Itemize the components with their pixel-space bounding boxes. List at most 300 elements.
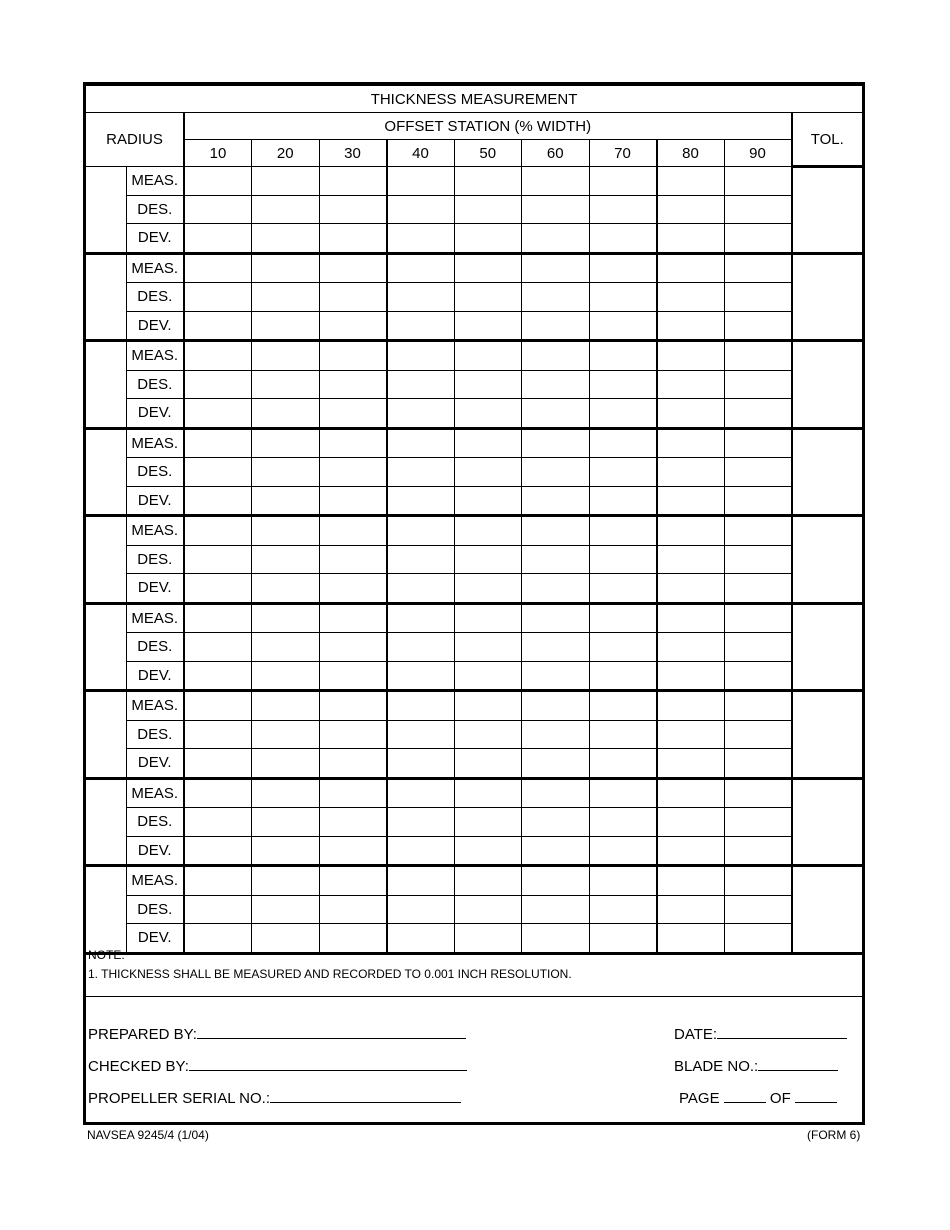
- value-cell[interactable]: [184, 253, 252, 283]
- value-cell[interactable]: [589, 224, 657, 254]
- page-number-line[interactable]: [724, 1088, 766, 1103]
- value-cell[interactable]: [319, 195, 387, 224]
- value-cell[interactable]: [522, 428, 590, 458]
- value-cell[interactable]: [252, 516, 320, 546]
- value-cell[interactable]: [454, 458, 522, 487]
- value-cell[interactable]: [387, 778, 455, 808]
- thickness-form: [83, 82, 865, 1125]
- value-cell[interactable]: [724, 458, 792, 487]
- checked-by-line[interactable]: [189, 1056, 467, 1071]
- table-row: [86, 545, 862, 574]
- value-cell[interactable]: [387, 224, 455, 254]
- value-cell[interactable]: [657, 691, 725, 721]
- value-cell[interactable]: [319, 341, 387, 371]
- radius-header: RADIUS: [86, 113, 184, 167]
- value-cell[interactable]: [454, 661, 522, 691]
- value-cell[interactable]: [589, 895, 657, 924]
- station-header-30: 30: [319, 140, 387, 167]
- value-cell[interactable]: [387, 167, 455, 196]
- value-cell[interactable]: [252, 603, 320, 633]
- value-cell[interactable]: [454, 778, 522, 808]
- value-cell[interactable]: [319, 720, 387, 749]
- value-cell[interactable]: [184, 224, 252, 254]
- value-cell[interactable]: [252, 253, 320, 283]
- value-cell[interactable]: [724, 661, 792, 691]
- value-cell[interactable]: [319, 633, 387, 662]
- table-row: [86, 516, 862, 546]
- value-cell[interactable]: [454, 691, 522, 721]
- blade-no-field[interactable]: [674, 1056, 838, 1075]
- value-cell[interactable]: [387, 836, 455, 866]
- checked-by-field[interactable]: [88, 1056, 467, 1075]
- value-cell[interactable]: [184, 691, 252, 721]
- value-cell[interactable]: [387, 866, 455, 896]
- radius-input[interactable]: [86, 253, 126, 341]
- value-cell[interactable]: [657, 720, 725, 749]
- value-cell[interactable]: [252, 195, 320, 224]
- value-cell[interactable]: [319, 895, 387, 924]
- value-cell[interactable]: [454, 836, 522, 866]
- value-cell[interactable]: [319, 574, 387, 604]
- value-cell[interactable]: [184, 428, 252, 458]
- value-cell[interactable]: [454, 283, 522, 312]
- value-cell[interactable]: [724, 311, 792, 341]
- value-cell[interactable]: [522, 516, 590, 546]
- value-cell[interactable]: [589, 778, 657, 808]
- value-cell[interactable]: [184, 778, 252, 808]
- row-label: DEV.: [126, 311, 184, 341]
- value-cell[interactable]: [724, 749, 792, 779]
- row-label: DES.: [126, 545, 184, 574]
- value-cell[interactable]: [454, 633, 522, 662]
- value-cell[interactable]: [184, 486, 252, 516]
- value-cell[interactable]: [184, 311, 252, 341]
- radius-input[interactable]: [86, 167, 126, 254]
- value-cell[interactable]: [589, 341, 657, 371]
- value-cell[interactable]: [319, 691, 387, 721]
- row-label: MEAS.: [126, 516, 184, 546]
- value-cell[interactable]: [387, 574, 455, 604]
- value-cell[interactable]: [657, 486, 725, 516]
- date-label: DATE:: [674, 1026, 718, 1043]
- value-cell[interactable]: [184, 370, 252, 399]
- value-cell[interactable]: [387, 661, 455, 691]
- prepared-by-field[interactable]: [88, 1024, 466, 1043]
- value-cell[interactable]: [252, 341, 320, 371]
- value-cell[interactable]: [319, 399, 387, 429]
- value-cell[interactable]: [589, 836, 657, 866]
- table-row: [86, 691, 862, 721]
- value-cell[interactable]: [454, 574, 522, 604]
- value-cell[interactable]: [522, 283, 590, 312]
- table-row: [86, 428, 862, 458]
- value-cell[interactable]: [184, 341, 252, 371]
- value-cell[interactable]: [657, 808, 725, 837]
- value-cell[interactable]: [522, 749, 590, 779]
- value-cell[interactable]: [387, 458, 455, 487]
- value-cell[interactable]: [252, 778, 320, 808]
- value-cell[interactable]: [657, 836, 725, 866]
- radius-input[interactable]: [86, 341, 126, 429]
- value-cell[interactable]: [252, 691, 320, 721]
- value-cell[interactable]: [657, 574, 725, 604]
- value-cell[interactable]: [724, 341, 792, 371]
- value-cell[interactable]: [657, 749, 725, 779]
- value-cell[interactable]: [724, 224, 792, 254]
- value-cell[interactable]: [522, 691, 590, 721]
- radius-input[interactable]: [86, 691, 126, 779]
- value-cell[interactable]: [387, 808, 455, 837]
- tolerance-input[interactable]: [792, 691, 863, 779]
- row-label: DEV.: [126, 924, 184, 954]
- value-cell[interactable]: [184, 836, 252, 866]
- value-cell[interactable]: [319, 253, 387, 283]
- value-cell[interactable]: [522, 778, 590, 808]
- value-cell[interactable]: [522, 486, 590, 516]
- page-total-line[interactable]: [795, 1088, 837, 1103]
- value-cell[interactable]: [319, 167, 387, 196]
- value-cell[interactable]: [589, 866, 657, 896]
- value-cell[interactable]: [724, 836, 792, 866]
- value-cell[interactable]: [184, 749, 252, 779]
- value-cell[interactable]: [319, 808, 387, 837]
- value-cell[interactable]: [252, 283, 320, 312]
- value-cell[interactable]: [319, 486, 387, 516]
- row-label: DEV.: [126, 224, 184, 254]
- value-cell[interactable]: [657, 545, 725, 574]
- value-cell[interactable]: [387, 283, 455, 312]
- value-cell[interactable]: [724, 633, 792, 662]
- value-cell[interactable]: [522, 808, 590, 837]
- table-row: [86, 167, 862, 196]
- value-cell[interactable]: [319, 545, 387, 574]
- station-header-20: 20: [252, 140, 320, 167]
- value-cell[interactable]: [454, 895, 522, 924]
- value-cell[interactable]: [522, 661, 590, 691]
- value-cell[interactable]: [319, 866, 387, 896]
- value-cell[interactable]: [387, 603, 455, 633]
- value-cell[interactable]: [724, 283, 792, 312]
- value-cell[interactable]: [589, 458, 657, 487]
- value-cell[interactable]: [589, 167, 657, 196]
- value-cell[interactable]: [724, 895, 792, 924]
- blade-no-label: BLADE NO.:: [674, 1058, 759, 1075]
- tolerance-input[interactable]: [792, 341, 863, 429]
- row-label: MEAS.: [126, 167, 184, 196]
- checked-by-label: CHECKED BY:: [88, 1058, 189, 1075]
- prepared-by-line[interactable]: [197, 1024, 466, 1039]
- value-cell[interactable]: [454, 866, 522, 896]
- value-cell[interactable]: [319, 311, 387, 341]
- value-cell[interactable]: [252, 224, 320, 254]
- value-cell[interactable]: [184, 167, 252, 196]
- value-cell[interactable]: [184, 808, 252, 837]
- value-cell[interactable]: [252, 458, 320, 487]
- value-cell[interactable]: [454, 545, 522, 574]
- value-cell[interactable]: [454, 749, 522, 779]
- value-cell[interactable]: [184, 545, 252, 574]
- tolerance-input[interactable]: [792, 603, 863, 691]
- value-cell[interactable]: [522, 574, 590, 604]
- value-cell[interactable]: [454, 486, 522, 516]
- value-cell[interactable]: [522, 895, 590, 924]
- tolerance-input[interactable]: [792, 778, 863, 866]
- value-cell[interactable]: [589, 633, 657, 662]
- value-cell[interactable]: [589, 516, 657, 546]
- tolerance-input[interactable]: [792, 428, 863, 516]
- value-cell[interactable]: [589, 253, 657, 283]
- value-cell[interactable]: [724, 574, 792, 604]
- value-cell[interactable]: [319, 224, 387, 254]
- value-cell[interactable]: [454, 311, 522, 341]
- value-cell[interactable]: [387, 399, 455, 429]
- value-cell[interactable]: [387, 691, 455, 721]
- value-cell[interactable]: [454, 224, 522, 254]
- value-cell[interactable]: [657, 370, 725, 399]
- value-cell[interactable]: [522, 545, 590, 574]
- page-field[interactable]: [679, 1088, 837, 1107]
- value-cell[interactable]: [657, 895, 725, 924]
- value-cell[interactable]: [454, 516, 522, 546]
- table-row: [86, 195, 862, 224]
- value-cell[interactable]: [522, 720, 590, 749]
- date-line[interactable]: [717, 1024, 847, 1039]
- value-cell[interactable]: [522, 311, 590, 341]
- value-cell[interactable]: [657, 195, 725, 224]
- radius-input[interactable]: [86, 866, 126, 954]
- value-cell[interactable]: [184, 283, 252, 312]
- value-cell[interactable]: [252, 399, 320, 429]
- value-cell[interactable]: [724, 808, 792, 837]
- serial-line[interactable]: [270, 1088, 461, 1103]
- value-cell[interactable]: [589, 808, 657, 837]
- value-cell[interactable]: [522, 370, 590, 399]
- value-cell[interactable]: [387, 749, 455, 779]
- row-label: DEV.: [126, 749, 184, 779]
- value-cell[interactable]: [724, 603, 792, 633]
- value-cell[interactable]: [589, 691, 657, 721]
- value-cell[interactable]: [319, 749, 387, 779]
- value-cell[interactable]: [589, 311, 657, 341]
- value-cell[interactable]: [589, 486, 657, 516]
- value-cell[interactable]: [522, 167, 590, 196]
- blade-no-line[interactable]: [758, 1056, 838, 1071]
- value-cell[interactable]: [252, 836, 320, 866]
- radius-input[interactable]: [86, 516, 126, 604]
- value-cell[interactable]: [657, 341, 725, 371]
- value-cell[interactable]: [387, 720, 455, 749]
- value-cell[interactable]: [522, 341, 590, 371]
- table-row: [86, 661, 862, 691]
- value-cell[interactable]: [387, 341, 455, 371]
- value-cell[interactable]: [252, 574, 320, 604]
- value-cell[interactable]: [724, 253, 792, 283]
- value-cell[interactable]: [522, 253, 590, 283]
- value-cell[interactable]: [724, 428, 792, 458]
- value-cell[interactable]: [319, 836, 387, 866]
- value-cell[interactable]: [522, 866, 590, 896]
- value-cell[interactable]: [454, 720, 522, 749]
- value-cell[interactable]: [589, 283, 657, 312]
- value-cell[interactable]: [387, 428, 455, 458]
- value-cell[interactable]: [589, 195, 657, 224]
- note-line-1: 1. THICKNESS SHALL BE MEASURED AND RECORDED TO 0.001 INCH RESOLUTION.: [88, 967, 572, 981]
- value-cell[interactable]: [252, 633, 320, 662]
- value-cell[interactable]: [252, 486, 320, 516]
- value-cell[interactable]: [589, 661, 657, 691]
- value-cell[interactable]: [319, 603, 387, 633]
- value-cell[interactable]: [724, 399, 792, 429]
- value-cell[interactable]: [589, 720, 657, 749]
- value-cell[interactable]: [252, 167, 320, 196]
- value-cell[interactable]: [589, 370, 657, 399]
- value-cell[interactable]: [184, 661, 252, 691]
- value-cell[interactable]: [657, 516, 725, 546]
- tolerance-input[interactable]: [792, 167, 863, 254]
- value-cell[interactable]: [657, 283, 725, 312]
- value-cell[interactable]: [589, 749, 657, 779]
- value-cell[interactable]: [387, 311, 455, 341]
- value-cell[interactable]: [387, 895, 455, 924]
- date-field[interactable]: [674, 1024, 847, 1043]
- value-cell[interactable]: [387, 253, 455, 283]
- value-cell[interactable]: [657, 224, 725, 254]
- value-cell[interactable]: [724, 486, 792, 516]
- tolerance-input[interactable]: [792, 866, 863, 954]
- row-label: MEAS.: [126, 778, 184, 808]
- value-cell[interactable]: [522, 195, 590, 224]
- value-cell[interactable]: [184, 895, 252, 924]
- value-cell[interactable]: [724, 370, 792, 399]
- value-cell[interactable]: [252, 895, 320, 924]
- value-cell[interactable]: [724, 720, 792, 749]
- value-cell[interactable]: [387, 195, 455, 224]
- value-cell[interactable]: [252, 428, 320, 458]
- value-cell[interactable]: [454, 808, 522, 837]
- value-cell[interactable]: [522, 633, 590, 662]
- value-cell[interactable]: [657, 428, 725, 458]
- value-cell[interactable]: [252, 720, 320, 749]
- value-cell[interactable]: [724, 778, 792, 808]
- value-cell[interactable]: [589, 545, 657, 574]
- value-cell[interactable]: [319, 516, 387, 546]
- serial-field[interactable]: [88, 1088, 461, 1107]
- offset-station-header: OFFSET STATION (% WIDTH): [184, 113, 792, 140]
- value-cell[interactable]: [589, 428, 657, 458]
- value-cell[interactable]: [252, 311, 320, 341]
- value-cell[interactable]: [184, 633, 252, 662]
- value-cell[interactable]: [454, 167, 522, 196]
- value-cell[interactable]: [252, 661, 320, 691]
- value-cell[interactable]: [724, 866, 792, 896]
- value-cell[interactable]: [387, 545, 455, 574]
- value-cell[interactable]: [657, 253, 725, 283]
- value-cell[interactable]: [454, 195, 522, 224]
- value-cell[interactable]: [252, 866, 320, 896]
- value-cell[interactable]: [657, 633, 725, 662]
- note-heading: NOTE:: [88, 948, 125, 962]
- tolerance-input[interactable]: [792, 253, 863, 341]
- value-cell[interactable]: [319, 661, 387, 691]
- value-cell[interactable]: [589, 603, 657, 633]
- value-cell[interactable]: [319, 428, 387, 458]
- value-cell[interactable]: [657, 167, 725, 196]
- value-cell[interactable]: [387, 516, 455, 546]
- tolerance-input[interactable]: [792, 516, 863, 604]
- value-cell[interactable]: [184, 866, 252, 896]
- value-cell[interactable]: [657, 866, 725, 896]
- value-cell[interactable]: [387, 486, 455, 516]
- table-row: [86, 720, 862, 749]
- value-cell[interactable]: [454, 253, 522, 283]
- value-cell[interactable]: [184, 399, 252, 429]
- value-cell[interactable]: [184, 458, 252, 487]
- row-label: MEAS.: [126, 603, 184, 633]
- value-cell[interactable]: [657, 778, 725, 808]
- table-row: [86, 370, 862, 399]
- value-cell[interactable]: [724, 167, 792, 196]
- value-cell[interactable]: [319, 283, 387, 312]
- radius-input[interactable]: [86, 603, 126, 691]
- value-cell[interactable]: [184, 574, 252, 604]
- serial-label: PROPELLER SERIAL NO.:: [88, 1090, 271, 1107]
- value-cell[interactable]: [184, 195, 252, 224]
- value-cell[interactable]: [454, 399, 522, 429]
- value-cell[interactable]: [454, 341, 522, 371]
- value-cell[interactable]: [657, 603, 725, 633]
- value-cell[interactable]: [657, 399, 725, 429]
- value-cell[interactable]: [657, 311, 725, 341]
- radius-input[interactable]: [86, 778, 126, 866]
- value-cell[interactable]: [252, 749, 320, 779]
- value-cell[interactable]: [387, 633, 455, 662]
- value-cell[interactable]: [252, 370, 320, 399]
- value-cell[interactable]: [184, 516, 252, 546]
- row-label: MEAS.: [126, 341, 184, 371]
- value-cell[interactable]: [319, 778, 387, 808]
- value-cell[interactable]: [454, 428, 522, 458]
- value-cell[interactable]: [184, 720, 252, 749]
- value-cell[interactable]: [522, 399, 590, 429]
- station-header-90: 90: [724, 140, 792, 167]
- value-cell[interactable]: [522, 224, 590, 254]
- value-cell[interactable]: [657, 458, 725, 487]
- radius-input[interactable]: [86, 428, 126, 516]
- value-cell[interactable]: [454, 370, 522, 399]
- table-row: [86, 808, 862, 837]
- row-label: DEV.: [126, 486, 184, 516]
- value-cell[interactable]: [724, 545, 792, 574]
- value-cell[interactable]: [724, 691, 792, 721]
- value-cell[interactable]: [724, 516, 792, 546]
- value-cell[interactable]: [724, 195, 792, 224]
- station-header-80: 80: [657, 140, 725, 167]
- value-cell[interactable]: [522, 836, 590, 866]
- value-cell[interactable]: [319, 458, 387, 487]
- value-cell[interactable]: [657, 661, 725, 691]
- value-cell[interactable]: [522, 458, 590, 487]
- value-cell[interactable]: [589, 574, 657, 604]
- value-cell[interactable]: [184, 603, 252, 633]
- value-cell[interactable]: [454, 603, 522, 633]
- value-cell[interactable]: [252, 808, 320, 837]
- value-cell[interactable]: [387, 370, 455, 399]
- value-cell[interactable]: [319, 370, 387, 399]
- value-cell[interactable]: [589, 399, 657, 429]
- station-header-50: 50: [454, 140, 522, 167]
- value-cell[interactable]: [252, 545, 320, 574]
- value-cell[interactable]: [522, 603, 590, 633]
